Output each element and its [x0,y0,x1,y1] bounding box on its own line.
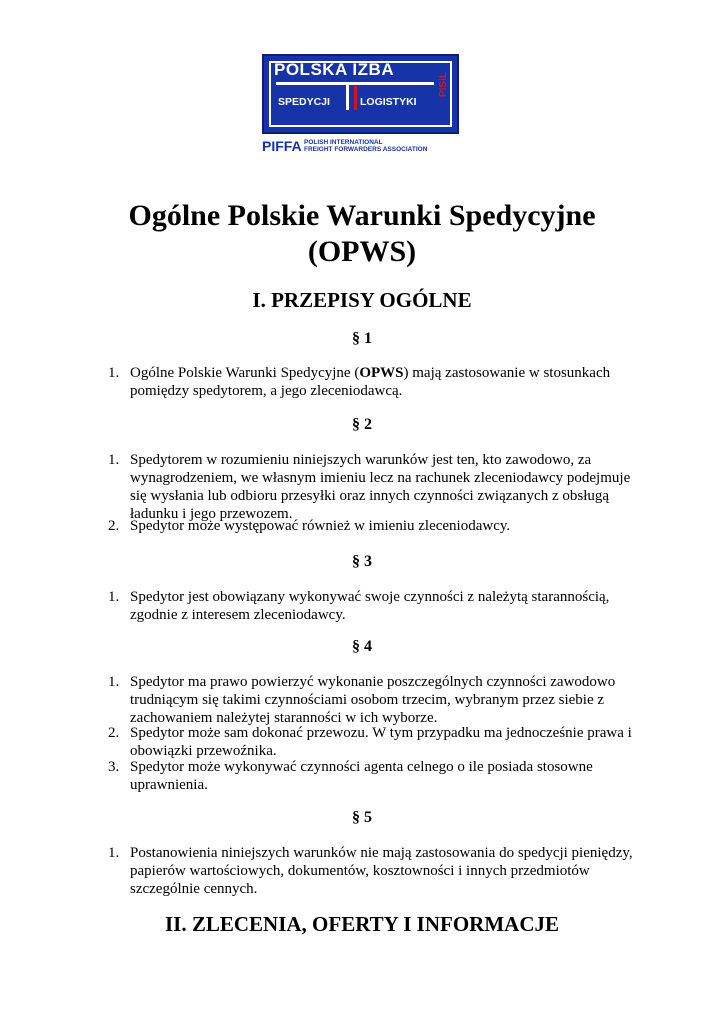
item-number: 1. [108,365,120,381]
item-number: 1. [108,452,120,468]
list-item [108,724,648,760]
item-text: Spedytor jest obowiązany wykonywać swoje czynności z należytą starannością, zgodnie z interesem zleceniodawcy. [130,589,610,623]
item-number: 3. [108,759,120,775]
logo-bar-left [346,82,349,110]
paragraph-4-heading: § 4 [352,638,372,655]
title-line-2: (OPWS) [307,235,417,268]
paragraph-2-heading: § 2 [352,416,372,433]
piffa-subtitle [262,138,472,156]
item-text: Postanowienia niniejszych warunków nie mają zastosowania do spedycji pieniędzy, papierów wartościowych, dokumentów, kosztowności i innych przedmiotów szczególnie cennych. [130,845,633,897]
item-text-pre: Ogólne Polskie Warunki Spedycyjne ( [130,365,360,381]
piffa-line-2: FREIGHT FORWARDERS ASSOCIATION [304,146,428,153]
piffa-logo [262,54,459,134]
item-number: 2. [108,725,120,741]
title-line-1: Ogólne Polskie Warunki Spedycyjne [128,199,596,232]
section-heading-1: I. PRZEPISY OGÓLNE [252,288,472,312]
item-number: 2. [108,518,120,534]
paragraph-3-heading: § 3 [352,553,372,570]
logo-bar-top [276,82,434,85]
list-item [108,588,648,624]
item-text: Spedytor może występować również w imieniu zleceniodawcy. [130,518,511,534]
paragraph-1-heading: § 1 [352,330,372,347]
item-text: Spedytor ma prawo powierzyć wykonanie poszczególnych czynności zawodowo trudniącym się takimi czynnościami osobom trzecim, wybranym przez siebie z zachowaniem należytej staranności w ich wyborze. [130,674,616,726]
item-text: Spedytor może sam dokonać przewozu. W tym przypadku ma jednocześnie prawa i obowiązki przewoźnika. [130,725,632,759]
piffa-line-1: POLISH INTERNATIONAL [304,139,383,146]
logo-text-vertical: PISiL [438,72,449,98]
logo-text-right: LOGISTYKI [360,96,417,108]
item-number: 1. [108,674,120,690]
section-heading-2: II. ZLECENIA, OFERTY I INFORMACJE [164,912,560,936]
item-text: Spedytorem w rozumieniu niniejszych warunków jest ten, kto zawodowo, za wynagrodzeniem, we własnym imieniu lecz na rachunek zleceniodawcy podejmuje się wysłania lub odbioru przesyłki oraz innych czynności związanych z obsługą ładunku i jego przewozem. [130,452,631,522]
item-text-post: ) mają zastosowanie w stosunkach pomiędzy spedytorem, a jego zleceniodawcą. [130,365,611,399]
logo-text-top: POLSKA IZBA [274,60,395,79]
list-item [108,758,648,794]
item-text [130,364,648,400]
logo-text-left: SPEDYCJI [278,96,330,108]
paragraph-5-heading: § 5 [352,809,372,826]
list-item [108,673,648,727]
list-item [108,844,648,898]
list-item [108,451,648,523]
item-number: 1. [108,589,120,605]
item-text-bold: OPWS [359,365,404,381]
item-text: Spedytor może wykonywać czynności agenta celnego o ile posiada stosowne uprawnienia. [130,759,593,793]
document-title [0,198,724,270]
list-item [108,517,648,535]
logo-red-bar [354,86,357,110]
piffa-label: PIFFA [262,138,302,154]
item-number: 1. [108,845,120,861]
list-item [108,364,648,400]
